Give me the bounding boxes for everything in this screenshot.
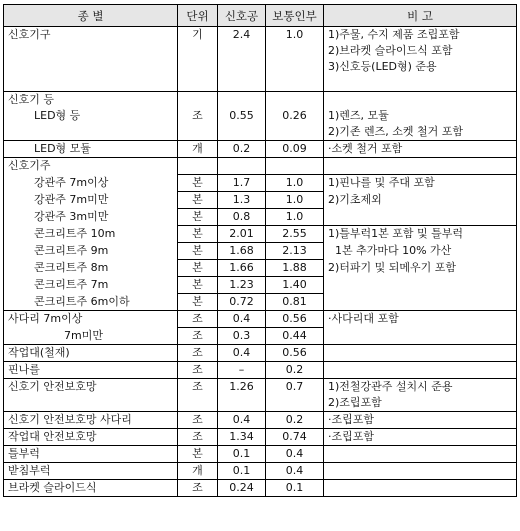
cell-laborer [266,75,324,92]
cell-name: 신호기 등 [4,92,178,109]
cell-laborer: 0.2 [266,362,324,379]
cell-name: 핀나를 [4,362,178,379]
cell-unit: 개 [178,463,218,480]
cell-unit: 본 [178,226,218,243]
table-row [4,27,517,44]
cell-laborer: 0.09 [266,141,324,158]
cell-laborer: 0.7 [266,379,324,396]
cell-unit: 본 [178,260,218,277]
cell-laborer: 0.81 [266,294,324,311]
cell-signal-worker: 1.68 [218,243,266,260]
table-row [4,75,517,92]
cell-unit [178,59,218,75]
table-row [4,294,517,311]
cell-unit: 본 [178,243,218,260]
cell-laborer: 0.56 [266,311,324,328]
cell-signal-worker: 1.26 [218,379,266,396]
cell-signal-worker: 0.55 [218,108,266,124]
cell-name: 작업대(철재) [4,345,178,362]
table-row [4,328,517,345]
cell-unit: 조 [178,328,218,345]
cell-remark [324,362,517,379]
table-row [4,446,517,463]
cell-laborer: 2.55 [266,226,324,243]
cell-signal-worker: 0.4 [218,311,266,328]
cell-name: 콘크리트주 6m이하 [4,294,178,311]
cell-laborer: 0.2 [266,412,324,429]
cell-unit: 개 [178,141,218,158]
cell-unit: 본 [178,277,218,294]
cell-remark [324,480,517,497]
cell-unit: 조 [178,345,218,362]
cell-remark [324,446,517,463]
cell-laborer: 1.40 [266,277,324,294]
cell-unit: 조 [178,108,218,124]
cell-signal-worker: 0.72 [218,294,266,311]
cell-unit [178,158,218,175]
cell-name [4,43,178,59]
cell-laborer [266,395,324,412]
cell-remark: 2)조립포함 [324,395,517,412]
cell-laborer: 0.44 [266,328,324,345]
table-row [4,108,517,124]
cell-remark [324,92,517,109]
table-row [4,243,517,260]
table-row [4,192,517,209]
cell-signal-worker: 0.4 [218,412,266,429]
cell-remark: 1)주물, 수지 제품 조립포함 [324,27,517,44]
header-row [4,5,517,27]
cell-remark: 1)전철강관주 설치시 준용 [324,379,517,396]
cell-remark: ·사다리대 포함 [324,311,517,328]
table-row [4,124,517,141]
table-row [4,226,517,243]
cell-signal-worker: 0.1 [218,463,266,480]
cell-name: 강관주 7m이상 [4,175,178,192]
cell-unit: 본 [178,192,218,209]
cell-laborer: 0.26 [266,108,324,124]
header-remark: 비 고 [324,5,517,27]
cell-laborer [266,124,324,141]
cell-unit [178,124,218,141]
cell-unit: 조 [178,379,218,396]
cell-signal-worker: 1.66 [218,260,266,277]
cell-unit [178,75,218,92]
table-row [4,59,517,75]
cell-signal-worker [218,43,266,59]
cell-laborer [266,158,324,175]
cell-remark: 1)렌즈, 모듈 [324,108,517,124]
table-row [4,209,517,226]
cell-name: 작업대 안전보호망 [4,429,178,446]
cell-remark [324,277,517,294]
header-kind: 종 별 [4,5,178,27]
cell-remark: 2)기존 렌즈, 소켓 철거 포함 [324,124,517,141]
cell-name: LED형 등 [4,108,178,124]
table-row [4,362,517,379]
table-row [4,480,517,497]
table-row [4,311,517,328]
table-row [4,429,517,446]
cell-remark: ·조립포함 [324,412,517,429]
cell-unit: 조 [178,480,218,497]
cell-remark: 3)신호등(LED형) 준용 [324,59,517,75]
table-row [4,92,517,109]
cell-unit: 조 [178,362,218,379]
cell-signal-worker [218,92,266,109]
cell-unit: 본 [178,294,218,311]
cell-laborer: 1.88 [266,260,324,277]
cell-name: 콘크리트주 10m [4,226,178,243]
cell-unit [178,395,218,412]
table-row [4,260,517,277]
cell-name [4,75,178,92]
cell-remark [324,158,517,175]
cell-unit: 조 [178,412,218,429]
cell-remark: 1)틀부럭1본 포함 및 틀부럭 [324,226,517,243]
cell-signal-worker: 0.2 [218,141,266,158]
cell-remark: ·조립포함 [324,429,517,446]
cell-name: 콘크리트주 8m [4,260,178,277]
cell-signal-worker [218,59,266,75]
standard-table [3,4,517,497]
table-row [4,395,517,412]
cell-laborer: 0.1 [266,480,324,497]
cell-laborer: 1.0 [266,209,324,226]
cell-signal-worker: 1.34 [218,429,266,446]
cell-signal-worker: – [218,362,266,379]
cell-name: 7m미만 [4,328,178,345]
cell-name: 신호기주 [4,158,178,175]
cell-name [4,124,178,141]
table-row [4,412,517,429]
cell-signal-worker: 0.8 [218,209,266,226]
cell-signal-worker: 1.23 [218,277,266,294]
table-row [4,345,517,362]
cell-unit: 본 [178,209,218,226]
cell-name: 틀부럭 [4,446,178,463]
cell-remark [324,463,517,480]
cell-remark: 2)기초제외 [324,192,517,209]
cell-laborer [266,43,324,59]
cell-remark [324,345,517,362]
cell-unit [178,92,218,109]
cell-name: 콘크리트주 7m [4,277,178,294]
cell-laborer: 2.13 [266,243,324,260]
header-laborer: 보통인부 [266,5,324,27]
cell-name: 강관주 3m미만 [4,209,178,226]
cell-laborer: 1.0 [266,27,324,44]
cell-remark [324,294,517,311]
table-row [4,175,517,192]
cell-signal-worker: 1.3 [218,192,266,209]
cell-name: 사다리 7m이상 [4,311,178,328]
cell-name: 신호기구 [4,27,178,44]
cell-signal-worker: 1.7 [218,175,266,192]
cell-laborer: 1.0 [266,192,324,209]
cell-laborer: 1.0 [266,175,324,192]
table-row [4,141,517,158]
cell-remark [324,209,517,226]
table-row [4,379,517,396]
cell-signal-worker: 2.4 [218,27,266,44]
cell-unit: 조 [178,311,218,328]
cell-remark: ·소켓 철거 포함 [324,141,517,158]
header-unit: 단위 [178,5,218,27]
cell-name: 강관주 7m미만 [4,192,178,209]
cell-signal-worker [218,124,266,141]
table-row [4,158,517,175]
cell-name [4,59,178,75]
cell-signal-worker [218,75,266,92]
table-row [4,463,517,480]
header-signal-worker: 신호공 [218,5,266,27]
table-row [4,277,517,294]
cell-signal-worker [218,158,266,175]
cell-name: LED형 모듈 [4,141,178,158]
cell-signal-worker [218,395,266,412]
cell-name: 콘크리트주 9m [4,243,178,260]
cell-remark: 2)터파기 및 되메우기 포함 [324,260,517,277]
cell-remark: 1)핀나를 및 주대 포함 [324,175,517,192]
cell-signal-worker: 0.3 [218,328,266,345]
cell-name [4,395,178,412]
cell-name: 브라켓 슬라이드식 [4,480,178,497]
cell-remark: 1본 추가마다 10% 가산 [324,243,517,260]
table-row [4,43,517,59]
cell-laborer: 0.4 [266,446,324,463]
cell-unit: 기 [178,27,218,44]
cell-unit: 조 [178,429,218,446]
cell-signal-worker: 0.1 [218,446,266,463]
cell-unit: 본 [178,446,218,463]
cell-unit [178,43,218,59]
cell-laborer [266,92,324,109]
cell-laborer: 0.56 [266,345,324,362]
cell-unit: 본 [178,175,218,192]
cell-signal-worker: 0.4 [218,345,266,362]
cell-name: 신호기 안전보호망 [4,379,178,396]
cell-name: 신호기 안전보호망 사다리 [4,412,178,429]
cell-name: 받침부럭 [4,463,178,480]
cell-remark [324,328,517,345]
cell-remark: 2)브라켓 슬라이드식 포함 [324,43,517,59]
cell-remark [324,75,517,92]
cell-laborer: 0.74 [266,429,324,446]
cell-laborer: 0.4 [266,463,324,480]
cell-signal-worker: 2.01 [218,226,266,243]
cell-laborer [266,59,324,75]
cell-signal-worker: 0.24 [218,480,266,497]
